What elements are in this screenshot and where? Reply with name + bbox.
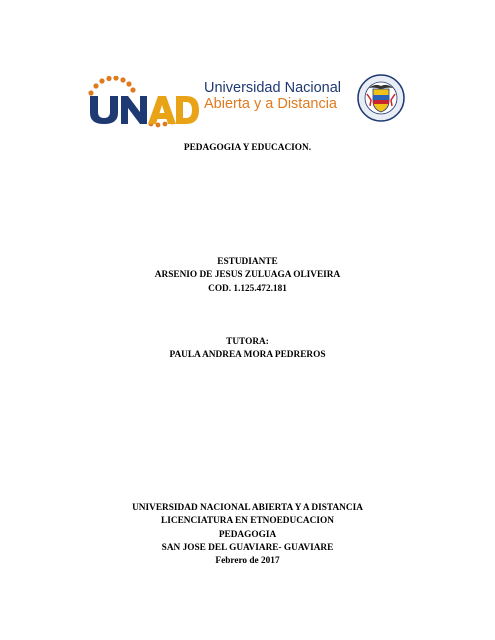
document-title: PEDAGOGIA Y EDUCACION.: [183, 143, 312, 153]
footer-university: UNIVERSIDAD NACIONAL ABIERTA Y A DISTANCIA: [132, 503, 363, 513]
unad-wordmark: [88, 76, 200, 124]
footer-course: PEDAGOGIA: [218, 530, 277, 540]
student-label: ESTUDIANTE: [217, 257, 278, 267]
university-name-line2: Abierta y a Distancia: [204, 96, 337, 112]
tutor-name: PAULA ANDREA MORA PEDREROS: [169, 350, 326, 360]
university-name-line1: Universidad Nacional: [204, 80, 342, 96]
student-code: COD. 1.125.472.181: [208, 284, 287, 294]
footer-location: SAN JOSE DEL GUAVIARE- GUAVIARE: [161, 543, 334, 553]
footer-program: LICENCIATURA EN ETNOEDUCACION: [161, 516, 334, 526]
colombia-seal-icon: [357, 74, 405, 122]
university-name: [204, 80, 341, 112]
unad-logo: [88, 68, 343, 124]
footer-date: Febrero de 2017: [215, 556, 280, 566]
tutor-label: TUTORA:: [226, 337, 269, 347]
student-name: ARSENIO DE JESUS ZULUAGA OLIVEIRA: [154, 270, 341, 280]
